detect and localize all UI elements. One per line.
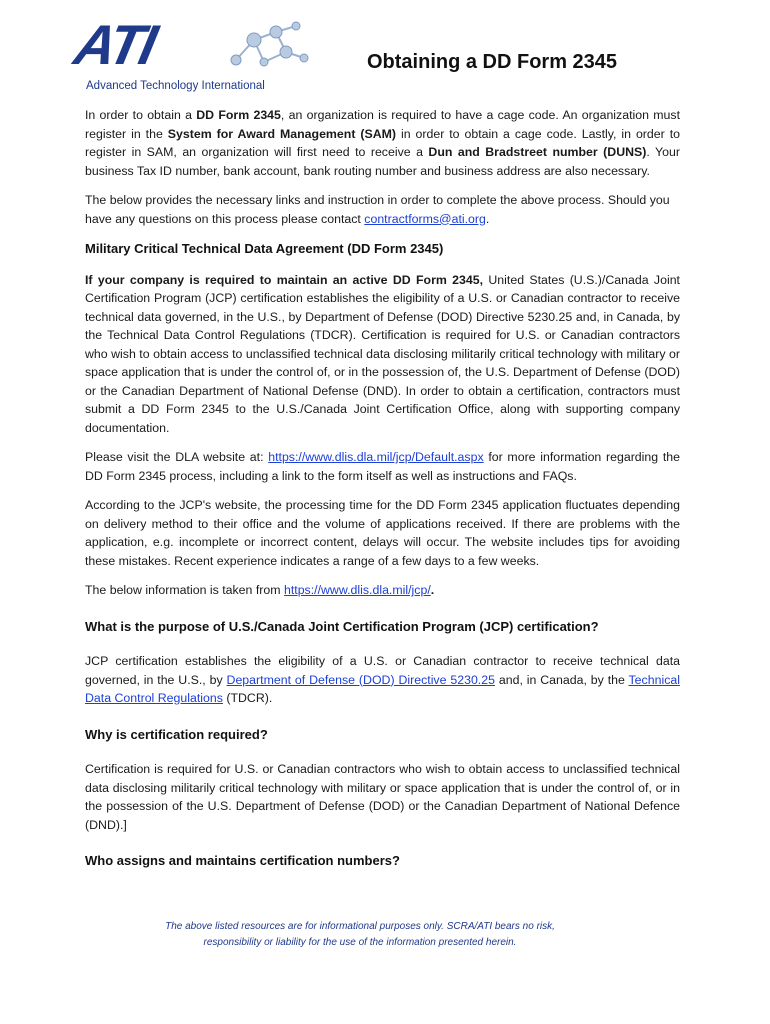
footer-line: The above listed resources are for informational purposes only. SCRA/ATI bears no risk, xyxy=(165,921,555,932)
logo-wordmark: ATI xyxy=(69,13,160,76)
military-paragraph-2 xyxy=(85,448,680,485)
text: (TDCR). xyxy=(222,691,273,705)
text: . xyxy=(430,583,435,597)
footer-line: responsibility or liability for the use of the information presented herein. xyxy=(203,937,517,948)
text: In order to obtain a xyxy=(85,108,197,122)
tdcr-link[interactable]: Technical Data Control Regulations xyxy=(85,672,680,705)
intro-paragraph-1 xyxy=(85,106,680,180)
text: The below provides the necessary links and instruction in order to complete the above process. Should you have any questions on this process please contact xyxy=(85,193,670,226)
faq-heading-why: Why is certification required? xyxy=(85,726,268,742)
text: Please visit the DLA website at: xyxy=(85,450,269,464)
text: JCP certification establishes the eligibility of a U.S. or Canadian contractor to receive technical data governed, in the U.S., by xyxy=(85,654,680,687)
faq-answer-why: Certification is required for U.S. or Canadian contractors who wish to obtain access to unclassified technical data disclosing militarily critical technology with military or space application that is under the control of, or in the possession of the U.S. Department of Defense (DOD) or the Canadian Department of National Defence (DND).] xyxy=(85,762,680,832)
text: in order to obtain a cage code. Lastly, in order to register in SAM, an organization will first need to receive a xyxy=(85,126,680,159)
text: The below information is taken from xyxy=(85,583,284,597)
bold-text: DD Form 2345 xyxy=(196,108,281,122)
bold-text: Dun and Bradstreet number (DUNS) xyxy=(428,145,647,159)
dla-jcp-link[interactable]: https://www.dlis.dla.mil/jcp/ xyxy=(283,583,431,597)
document-body xyxy=(85,106,680,871)
military-paragraph-3: According to the JCP's website, the processing time for the DD Form 2345 application fluctuates depending on delivery method to their office and the volume of applications received. If there are problems with the application, e.g. incomplete or incorrect content, delays will occur. The website includes tips for avoiding these mistakes. Recent experience indicates a range of a few days to a few weeks. xyxy=(85,498,680,568)
bold-text: System for Award Management (SAM) xyxy=(167,126,397,141)
text: for more information regarding the DD Form 2345 process, including a link to the form itself as well as instructions and FAQs. xyxy=(85,450,680,483)
text: . Your business Tax ID number, bank account, bank routing number and business address are also necessary. xyxy=(85,145,680,178)
text: , an organization is required to have a cage code. An organization must register in the xyxy=(85,108,681,141)
text: . xyxy=(485,211,490,226)
dla-default-link[interactable]: https://www.dlis.dla.mil/jcp/Default.aspx xyxy=(268,450,484,464)
text: and, in Canada, by the xyxy=(494,672,629,687)
contact-email-link[interactable]: contractforms@ati.org xyxy=(364,211,486,226)
military-paragraph-4 xyxy=(85,581,680,600)
faq-heading-purpose: What is the purpose of U.S./Canada Joint Certification Program (JCP) certification? xyxy=(85,618,599,634)
logo-subtitle: Advanced Technology International xyxy=(86,80,265,92)
page-title: Obtaining a DD Form 2345 xyxy=(367,51,618,73)
intro-paragraph-2 xyxy=(85,191,680,228)
footer-disclaimer xyxy=(130,919,590,951)
bold-text: If your company is required to maintain an active DD Form 2345, xyxy=(85,272,484,287)
section-heading-military: Military Critical Technical Data Agreement (DD Form 2345) xyxy=(85,241,444,256)
dod-directive-link[interactable]: Department of Defense (DOD) Directive 5230.25 xyxy=(226,672,495,687)
ati-logo xyxy=(69,13,306,100)
faq-heading-who: Who assigns and maintains certification numbers? xyxy=(85,853,400,868)
text: United States (U.S.)/Canada Joint Certification Program (JCP) certification establishes the eligibility of a U.S. or Canadian contractor to receive technical data governed, in the U.S., by Department of Defense (DOD) Directive 5230.25 and, in Canada, by the Technical Data Control Regulations (TDCR). Certification is required for U.S. or Canadian contractors who wish to obtain access to unclassified technical data disclosing militarily critical technology with military or space application that is under the control of, or in the possession of, the U.S. Department of Defense (DOD) or the Canadian Department of National Defense (DND). In order to obtain a certification, contractors must submit a DD Form 2345 to the U.S./Canada Joint Certification Office, along with supporting company documentation. xyxy=(85,272,680,435)
military-paragraph-1 xyxy=(85,271,680,438)
molecule-icon xyxy=(224,20,314,80)
faq-answer-purpose xyxy=(85,652,680,708)
